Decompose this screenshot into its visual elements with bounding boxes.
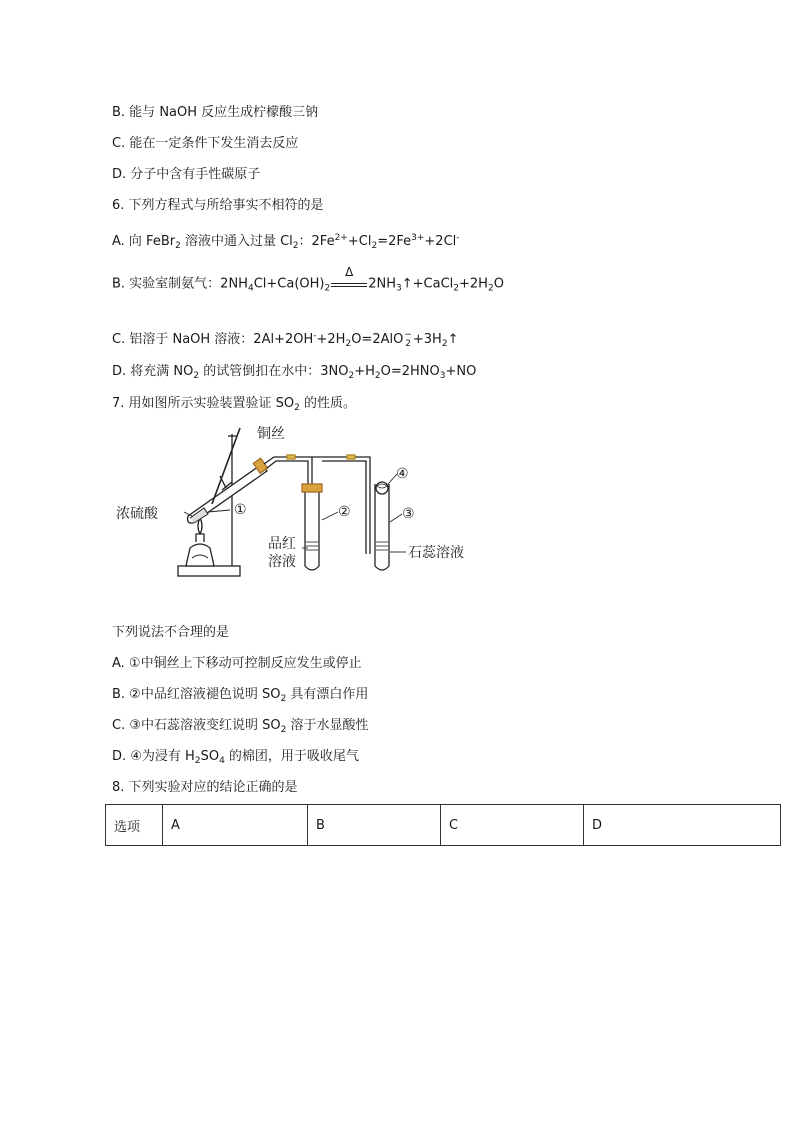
q5-option-d: D. 分子中含有手性碳原子 [112, 167, 261, 182]
q6-option-a: A. 向 FeBr$_2$ 溶液中通入过量 $Cl_2$：$2Fe^{2+}+Cl_2=2Fe^{3+}+2Cl^-$ [112, 233, 460, 251]
label-n3: ③ [402, 506, 415, 522]
table-header-cell: A [163, 805, 308, 846]
q6-option-c: C. 铝溶于 NaOH 溶液：$2Al+2OH^-+2H_2O=2AlO-$ $2 +3H_2↑$ [112, 329, 459, 349]
table-header-cell: B [308, 805, 441, 846]
label-pinhong-2: 溶液 [268, 554, 296, 570]
q7-option-b: B. ②中品红溶液褪色说明 $SO_2$ 具有漂白作用 [112, 687, 369, 704]
label-n4: ④ [396, 466, 409, 482]
q7-stem: 7. 用如图所示实验装置验证 $SO_2$ 的性质。 [112, 396, 357, 413]
q5-option-c: C. 能在一定条件下发生消去反应 [112, 136, 299, 151]
label-conc-acid: 浓硫酸 [116, 506, 158, 522]
stopper-2 [302, 484, 322, 492]
q5-option-b: B. 能与 NaOH 反应生成柠檬酸三钠 [112, 105, 319, 120]
q6-stem: 6. 下列方程式与所给事实不相符的是 [112, 198, 324, 213]
tube-joint-1 [287, 455, 295, 459]
test-tube-2 [305, 484, 319, 570]
stand-base [178, 566, 240, 576]
q7-option-c: C. ③中石蕊溶液变红说明 $SO_2$ 溶于水显酸性 [112, 718, 369, 735]
q8-stem: 8. 下列实验对应的结论正确的是 [112, 780, 298, 795]
table-header-cell: C [441, 805, 584, 846]
label-pinhong-1: 品红 [268, 536, 296, 552]
q7-option-a: A. ①中铜丝上下移动可控制反应发生或停止 [112, 656, 362, 671]
label-litmus: 石蕊溶液 [408, 545, 464, 561]
table-header-cell: 选项 [106, 805, 163, 846]
test-tube-3 [375, 484, 389, 570]
apparatus-diagram [112, 424, 482, 584]
heating-condition: Δ [331, 275, 367, 293]
label-copper-wire: 铜丝 [257, 426, 285, 442]
q8-table [105, 804, 781, 846]
tube-joint-2 [347, 455, 355, 459]
q7-option-d: D. ④为浸有 $H_2SO_4$ 的棉团，用于吸收尾气 [112, 749, 359, 766]
label-n1: ① [234, 502, 247, 518]
q6-option-b: B. 实验室制氨气：$2NH_4Cl+Ca(OH)_2$ Δ $2NH_3↑+CaCl_2+2H_2O$ [112, 265, 504, 294]
q7-question: 下列说法不合理的是 [112, 625, 230, 640]
table-header-cell: D [584, 805, 781, 846]
aluminate-charge: − 2 [404, 329, 412, 349]
table-row [106, 805, 781, 846]
q6-option-d: D. 将充满 $NO_2$ 的试管倒扣在水中：$3NO_2+H_2O=2HNO_3+NO$ [112, 364, 477, 381]
label-n2: ② [338, 504, 351, 520]
